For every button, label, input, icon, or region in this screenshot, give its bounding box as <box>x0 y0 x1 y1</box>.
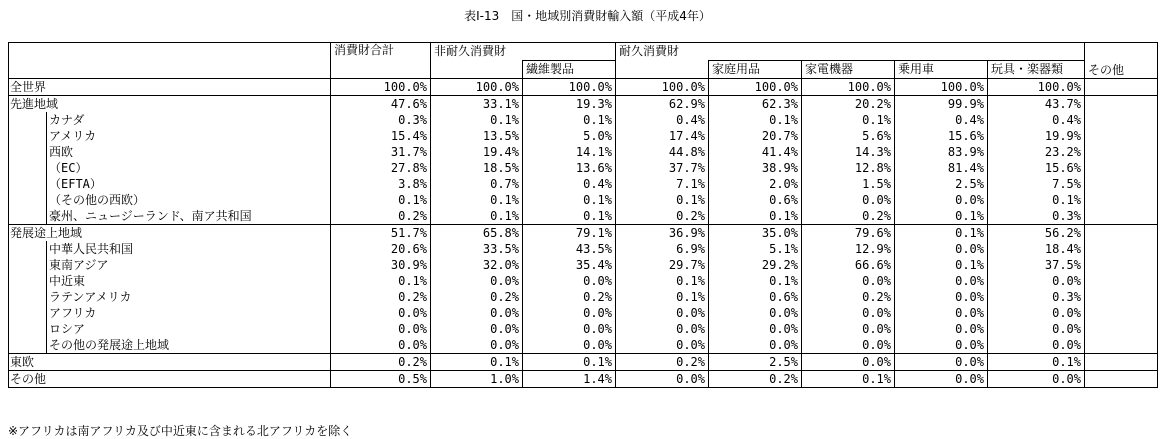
indent-cell <box>9 289 47 305</box>
indent-cell <box>9 112 47 128</box>
value-cell: 18.4% <box>988 241 1085 257</box>
value-cell: 0.2% <box>331 208 431 225</box>
header-household: 家庭用品 <box>709 61 802 79</box>
value-cell: 0.0% <box>988 321 1085 337</box>
value-cell: 2.0% <box>709 176 802 192</box>
value-cell: 23.2% <box>988 144 1085 160</box>
value-cell: 17.4% <box>616 128 709 144</box>
value-cell: 0.1% <box>431 112 523 128</box>
table-row <box>9 96 1158 113</box>
value-cell: 0.2% <box>616 208 709 225</box>
value-cell: 79.6% <box>802 225 895 242</box>
value-cell: 2.5% <box>895 176 988 192</box>
value-cell: 20.2% <box>802 96 895 113</box>
header-nondurable-blank <box>431 61 523 79</box>
value-cell: 35.4% <box>523 257 616 273</box>
value-cell: 0.1% <box>895 208 988 225</box>
other-cell <box>1085 257 1158 273</box>
indent-cell <box>9 241 47 257</box>
value-cell: 19.9% <box>988 128 1085 144</box>
value-cell: 36.9% <box>616 225 709 242</box>
value-cell: 62.3% <box>709 96 802 113</box>
value-cell: 0.0% <box>709 337 802 354</box>
value-cell: 0.3% <box>988 289 1085 305</box>
indent-cell <box>9 273 47 289</box>
value-cell: 35.0% <box>709 225 802 242</box>
value-cell: 0.1% <box>802 371 895 388</box>
value-cell: 100.0% <box>523 79 616 96</box>
value-cell: 0.0% <box>616 305 709 321</box>
value-cell: 0.1% <box>523 112 616 128</box>
value-cell: 12.9% <box>802 241 895 257</box>
value-cell: 0.0% <box>431 273 523 289</box>
value-cell: 0.0% <box>895 305 988 321</box>
value-cell: 56.2% <box>988 225 1085 242</box>
value-cell: 0.1% <box>895 257 988 273</box>
value-cell: 0.1% <box>616 192 709 208</box>
table-title: 表Ⅰ-13 国・地域別消費財輸入額（平成4年） <box>464 9 711 23</box>
value-cell: 0.2% <box>802 289 895 305</box>
row-label: 全世界 <box>9 79 331 96</box>
value-cell: 0.0% <box>523 337 616 354</box>
table-row <box>9 289 1158 305</box>
value-cell: 0.6% <box>709 289 802 305</box>
indent-cell <box>9 128 47 144</box>
other-cell <box>1085 208 1158 225</box>
value-cell: 37.7% <box>616 160 709 176</box>
indent-cell <box>9 337 47 354</box>
value-cell: 13.5% <box>431 128 523 144</box>
value-cell: 1.0% <box>431 371 523 388</box>
value-cell: 0.4% <box>895 112 988 128</box>
value-cell: 30.9% <box>331 257 431 273</box>
value-cell: 0.1% <box>709 112 802 128</box>
value-cell: 0.1% <box>709 208 802 225</box>
value-cell: 83.9% <box>895 144 988 160</box>
header-total: 消費財合計 <box>331 43 431 79</box>
value-cell: 0.5% <box>331 371 431 388</box>
value-cell: 27.8% <box>331 160 431 176</box>
header-nondurable: 非耐久消費財 <box>431 43 616 61</box>
other-cell <box>1085 160 1158 176</box>
indent-cell <box>9 160 47 176</box>
other-cell <box>1085 112 1158 128</box>
value-cell: 19.4% <box>431 144 523 160</box>
value-cell: 1.4% <box>523 371 616 388</box>
header-cars: 乗用車 <box>895 61 988 79</box>
value-cell: 0.1% <box>523 354 616 371</box>
value-cell: 0.0% <box>988 371 1085 388</box>
value-cell: 0.2% <box>709 371 802 388</box>
value-cell: 81.4% <box>895 160 988 176</box>
table-row <box>9 112 1158 128</box>
other-cell <box>1085 337 1158 354</box>
header-toys: 玩具・楽器類 <box>988 61 1085 79</box>
value-cell: 0.0% <box>895 273 988 289</box>
value-cell: 0.0% <box>431 321 523 337</box>
value-cell: 0.1% <box>331 273 431 289</box>
value-cell: 0.0% <box>616 371 709 388</box>
value-cell: 37.5% <box>988 257 1085 273</box>
row-label: アメリカ <box>47 128 331 144</box>
value-cell: 2.5% <box>709 354 802 371</box>
row-label: 中華人民共和国 <box>47 241 331 257</box>
table-row <box>9 241 1158 257</box>
value-cell: 0.6% <box>709 192 802 208</box>
value-cell: 15.6% <box>895 128 988 144</box>
value-cell: 43.5% <box>523 241 616 257</box>
other-cell <box>1085 354 1158 371</box>
table-row <box>9 128 1158 144</box>
row-label: 豪州、ニュージーランド、南ア共和国 <box>47 208 331 225</box>
other-cell <box>1085 192 1158 208</box>
value-cell: 79.1% <box>523 225 616 242</box>
value-cell: 0.0% <box>895 192 988 208</box>
value-cell: 19.3% <box>523 96 616 113</box>
value-cell: 0.0% <box>895 371 988 388</box>
value-cell: 100.0% <box>616 79 709 96</box>
value-cell: 0.2% <box>431 289 523 305</box>
other-cell <box>1085 305 1158 321</box>
table-row <box>9 176 1158 192</box>
value-cell: 0.7% <box>431 176 523 192</box>
value-cell: 66.6% <box>802 257 895 273</box>
value-cell: 0.0% <box>616 321 709 337</box>
value-cell: 6.9% <box>616 241 709 257</box>
value-cell: 0.1% <box>988 192 1085 208</box>
table-row <box>9 144 1158 160</box>
table-row <box>9 273 1158 289</box>
table-row <box>9 305 1158 321</box>
table-body <box>9 79 1158 388</box>
other-cell <box>1085 176 1158 192</box>
table-row <box>9 79 1158 96</box>
value-cell: 14.3% <box>802 144 895 160</box>
indent-cell <box>9 176 47 192</box>
value-cell: 31.7% <box>331 144 431 160</box>
table-row <box>9 208 1158 225</box>
value-cell: 51.7% <box>331 225 431 242</box>
header-row-1 <box>9 43 1158 61</box>
value-cell: 14.1% <box>523 144 616 160</box>
value-cell: 0.1% <box>431 192 523 208</box>
row-label: （EC） <box>47 160 331 176</box>
value-cell: 7.5% <box>988 176 1085 192</box>
value-cell: 5.1% <box>709 241 802 257</box>
value-cell: 100.0% <box>331 79 431 96</box>
row-label: 中近東 <box>47 273 331 289</box>
value-cell: 0.2% <box>331 354 431 371</box>
header-other: その他 <box>1085 43 1158 79</box>
other-cell <box>1085 371 1158 388</box>
indent-cell <box>9 144 47 160</box>
value-cell: 0.1% <box>431 354 523 371</box>
row-label: その他の発展途上地域 <box>47 337 331 354</box>
value-cell: 0.0% <box>523 305 616 321</box>
value-cell: 0.1% <box>331 192 431 208</box>
indent-cell <box>9 192 47 208</box>
value-cell: 62.9% <box>616 96 709 113</box>
value-cell: 5.6% <box>802 128 895 144</box>
other-cell <box>1085 241 1158 257</box>
table-row <box>9 371 1158 388</box>
table-row <box>9 337 1158 354</box>
value-cell: 0.1% <box>988 354 1085 371</box>
row-label: カナダ <box>47 112 331 128</box>
value-cell: 0.0% <box>802 337 895 354</box>
value-cell: 41.4% <box>709 144 802 160</box>
header-durable: 耐久消費財 <box>616 43 1085 61</box>
other-cell <box>1085 79 1158 96</box>
header-durable-blank <box>616 61 709 79</box>
value-cell: 0.0% <box>709 321 802 337</box>
footnote: ※アフリカは南アフリカ及び中近東に含まれる北アフリカを除く <box>8 424 353 438</box>
table-row <box>9 321 1158 337</box>
value-cell: 0.0% <box>895 241 988 257</box>
value-cell: 0.0% <box>331 321 431 337</box>
value-cell: 0.1% <box>895 225 988 242</box>
value-cell: 0.0% <box>802 273 895 289</box>
indent-cell <box>9 321 47 337</box>
value-cell: 0.0% <box>331 305 431 321</box>
value-cell: 0.2% <box>802 208 895 225</box>
other-cell <box>1085 273 1158 289</box>
value-cell: 65.8% <box>431 225 523 242</box>
row-label: ラテンアメリカ <box>47 289 331 305</box>
table-row <box>9 257 1158 273</box>
header-textiles: 繊維製品 <box>523 61 616 79</box>
value-cell: 0.2% <box>523 289 616 305</box>
import-table <box>8 42 1158 388</box>
value-cell: 5.0% <box>523 128 616 144</box>
value-cell: 15.6% <box>988 160 1085 176</box>
value-cell: 100.0% <box>895 79 988 96</box>
value-cell: 0.0% <box>895 321 988 337</box>
value-cell: 0.0% <box>431 337 523 354</box>
value-cell: 0.0% <box>988 273 1085 289</box>
row-label: アフリカ <box>47 305 331 321</box>
value-cell: 0.1% <box>523 192 616 208</box>
value-cell: 0.1% <box>523 208 616 225</box>
indent-cell <box>9 208 47 225</box>
value-cell: 0.3% <box>331 112 431 128</box>
value-cell: 0.1% <box>709 273 802 289</box>
value-cell: 0.4% <box>523 176 616 192</box>
value-cell: 100.0% <box>709 79 802 96</box>
row-label: 先進地域 <box>9 96 331 113</box>
value-cell: 18.5% <box>431 160 523 176</box>
other-cell <box>1085 144 1158 160</box>
value-cell: 12.8% <box>802 160 895 176</box>
value-cell: 0.0% <box>802 192 895 208</box>
other-cell <box>1085 128 1158 144</box>
other-cell <box>1085 96 1158 113</box>
value-cell: 0.0% <box>431 305 523 321</box>
table-row <box>9 192 1158 208</box>
other-cell <box>1085 321 1158 337</box>
value-cell: 29.2% <box>709 257 802 273</box>
value-cell: 0.0% <box>895 354 988 371</box>
value-cell: 0.1% <box>431 208 523 225</box>
value-cell: 20.7% <box>709 128 802 144</box>
indent-cell <box>9 305 47 321</box>
header-appliances: 家電機器 <box>802 61 895 79</box>
row-label: ロシア <box>47 321 331 337</box>
value-cell: 47.6% <box>331 96 431 113</box>
row-label: （EFTA） <box>47 176 331 192</box>
value-cell: 0.1% <box>802 112 895 128</box>
other-cell <box>1085 289 1158 305</box>
value-cell: 0.0% <box>988 337 1085 354</box>
value-cell: 0.2% <box>616 354 709 371</box>
row-label: 東南アジア <box>47 257 331 273</box>
value-cell: 33.5% <box>431 241 523 257</box>
value-cell: 1.5% <box>802 176 895 192</box>
value-cell: 0.4% <box>616 112 709 128</box>
value-cell: 100.0% <box>431 79 523 96</box>
value-cell: 43.7% <box>988 96 1085 113</box>
value-cell: 0.0% <box>802 305 895 321</box>
row-label: 西欧 <box>47 144 331 160</box>
value-cell: 0.4% <box>988 112 1085 128</box>
header-corner <box>9 43 331 79</box>
row-label: （その他の西欧） <box>47 192 331 208</box>
row-label: 発展途上地域 <box>9 225 331 242</box>
value-cell: 0.0% <box>616 337 709 354</box>
row-label: 東欧 <box>9 354 331 371</box>
value-cell: 0.1% <box>616 289 709 305</box>
value-cell: 100.0% <box>802 79 895 96</box>
table-row <box>9 225 1158 242</box>
value-cell: 0.2% <box>331 289 431 305</box>
value-cell: 0.0% <box>988 305 1085 321</box>
value-cell: 33.1% <box>431 96 523 113</box>
value-cell: 0.0% <box>523 273 616 289</box>
other-cell <box>1085 225 1158 242</box>
value-cell: 29.7% <box>616 257 709 273</box>
value-cell: 32.0% <box>431 257 523 273</box>
table-row <box>9 354 1158 371</box>
row-label: その他 <box>9 371 331 388</box>
value-cell: 20.6% <box>331 241 431 257</box>
value-cell: 0.0% <box>802 321 895 337</box>
value-cell: 0.1% <box>616 273 709 289</box>
value-cell: 0.0% <box>895 337 988 354</box>
value-cell: 44.8% <box>616 144 709 160</box>
value-cell: 3.8% <box>331 176 431 192</box>
value-cell: 0.3% <box>988 208 1085 225</box>
value-cell: 100.0% <box>988 79 1085 96</box>
value-cell: 99.9% <box>895 96 988 113</box>
value-cell: 13.6% <box>523 160 616 176</box>
value-cell: 15.4% <box>331 128 431 144</box>
table-row <box>9 160 1158 176</box>
value-cell: 0.0% <box>895 289 988 305</box>
value-cell: 0.0% <box>523 321 616 337</box>
value-cell: 0.0% <box>331 337 431 354</box>
value-cell: 7.1% <box>616 176 709 192</box>
value-cell: 0.0% <box>709 305 802 321</box>
indent-cell <box>9 257 47 273</box>
value-cell: 38.9% <box>709 160 802 176</box>
value-cell: 0.0% <box>802 354 895 371</box>
